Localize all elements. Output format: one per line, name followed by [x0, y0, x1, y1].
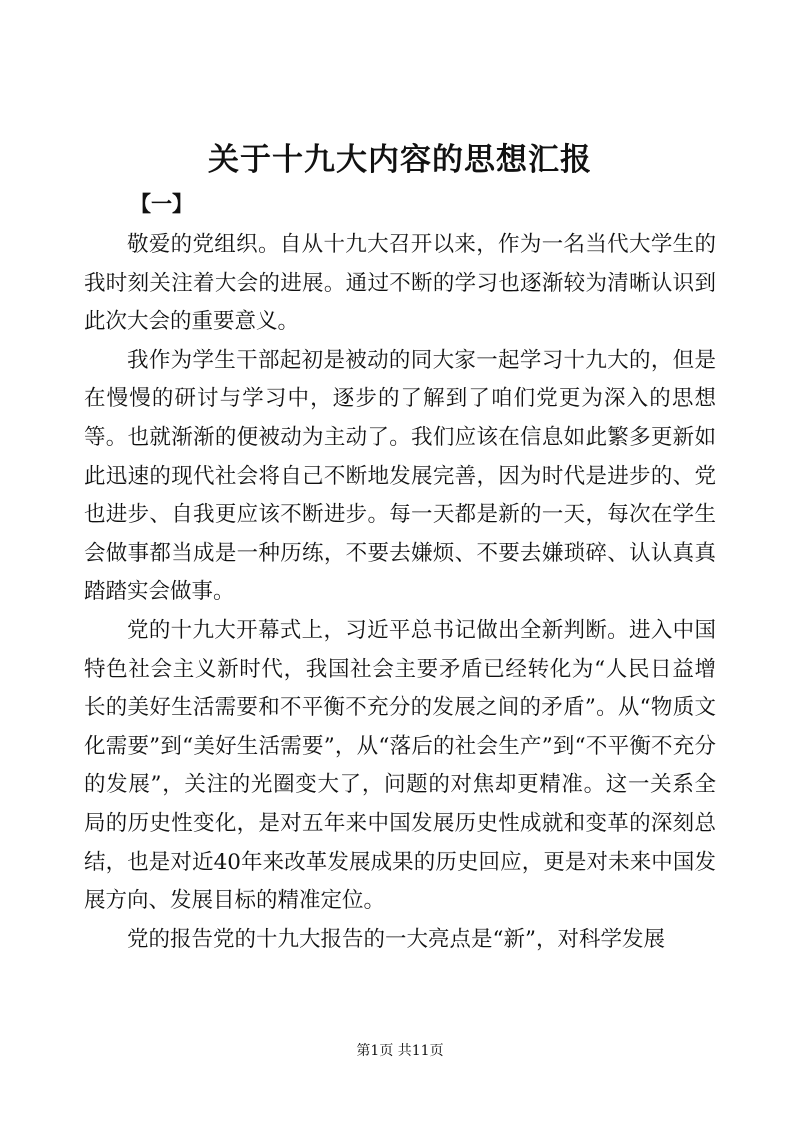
document-title: 关于十九大内容的思想汇报: [208, 142, 592, 178]
paragraph-2: 我作为学生干部起初是被动的同大家一起学习十九大的，但是在慢慢的研讨与学习中，逐步的了解到了咱们党更为深入的思想等。也就渐渐的便被动为主动了。我们应该在信息如此繁多更新如此迅速的现代社会将自己不断地发展完善，因为时代是进步的、党也进步、自我更应该不断进步。每一天都是新的一天，每次在学生会做事都当成是一种历练，不要去嫌烦、不要去嫌琐碎、认认真真踏踏实会做事。: [84, 347, 716, 605]
paragraph-3: 党的十九大开幕式上，习近平总书记做出全新判断。进入中国特色社会主义新时代，我国社会主要矛盾已经转化为“人民日益增长的美好生活需要和不平衡不充分的发展之间的矛盾”。从“物质文化需要”到“美好生活需要”，从“落后的社会生产”到“不平衡不充分的发展”，关注的光圈变大了，问题的对焦却更精准。这一关系全局的历史性变化，是对五年来中国发展历史性成就和变革的深刻总结，也是对近40年来改革发展成果的历史回应，更是对未来中国发展方向、发展目标的精准定位。: [84, 617, 716, 914]
document-body: [84, 226, 716, 959]
page-footer: 第1页 共11页: [356, 1043, 444, 1059]
paragraph-1: 敬爱的党组织。自从十九大召开以来，作为一名当代大学生的我时刻关注着大会的进展。通过不断的学习也逐渐较为清晰认识到此次大会的重要意义。: [84, 232, 716, 335]
section-label: 【一】: [130, 191, 193, 216]
paragraph-4: 党的报告党的十九大报告的一大亮点是“新”，对科学发展: [127, 926, 665, 952]
